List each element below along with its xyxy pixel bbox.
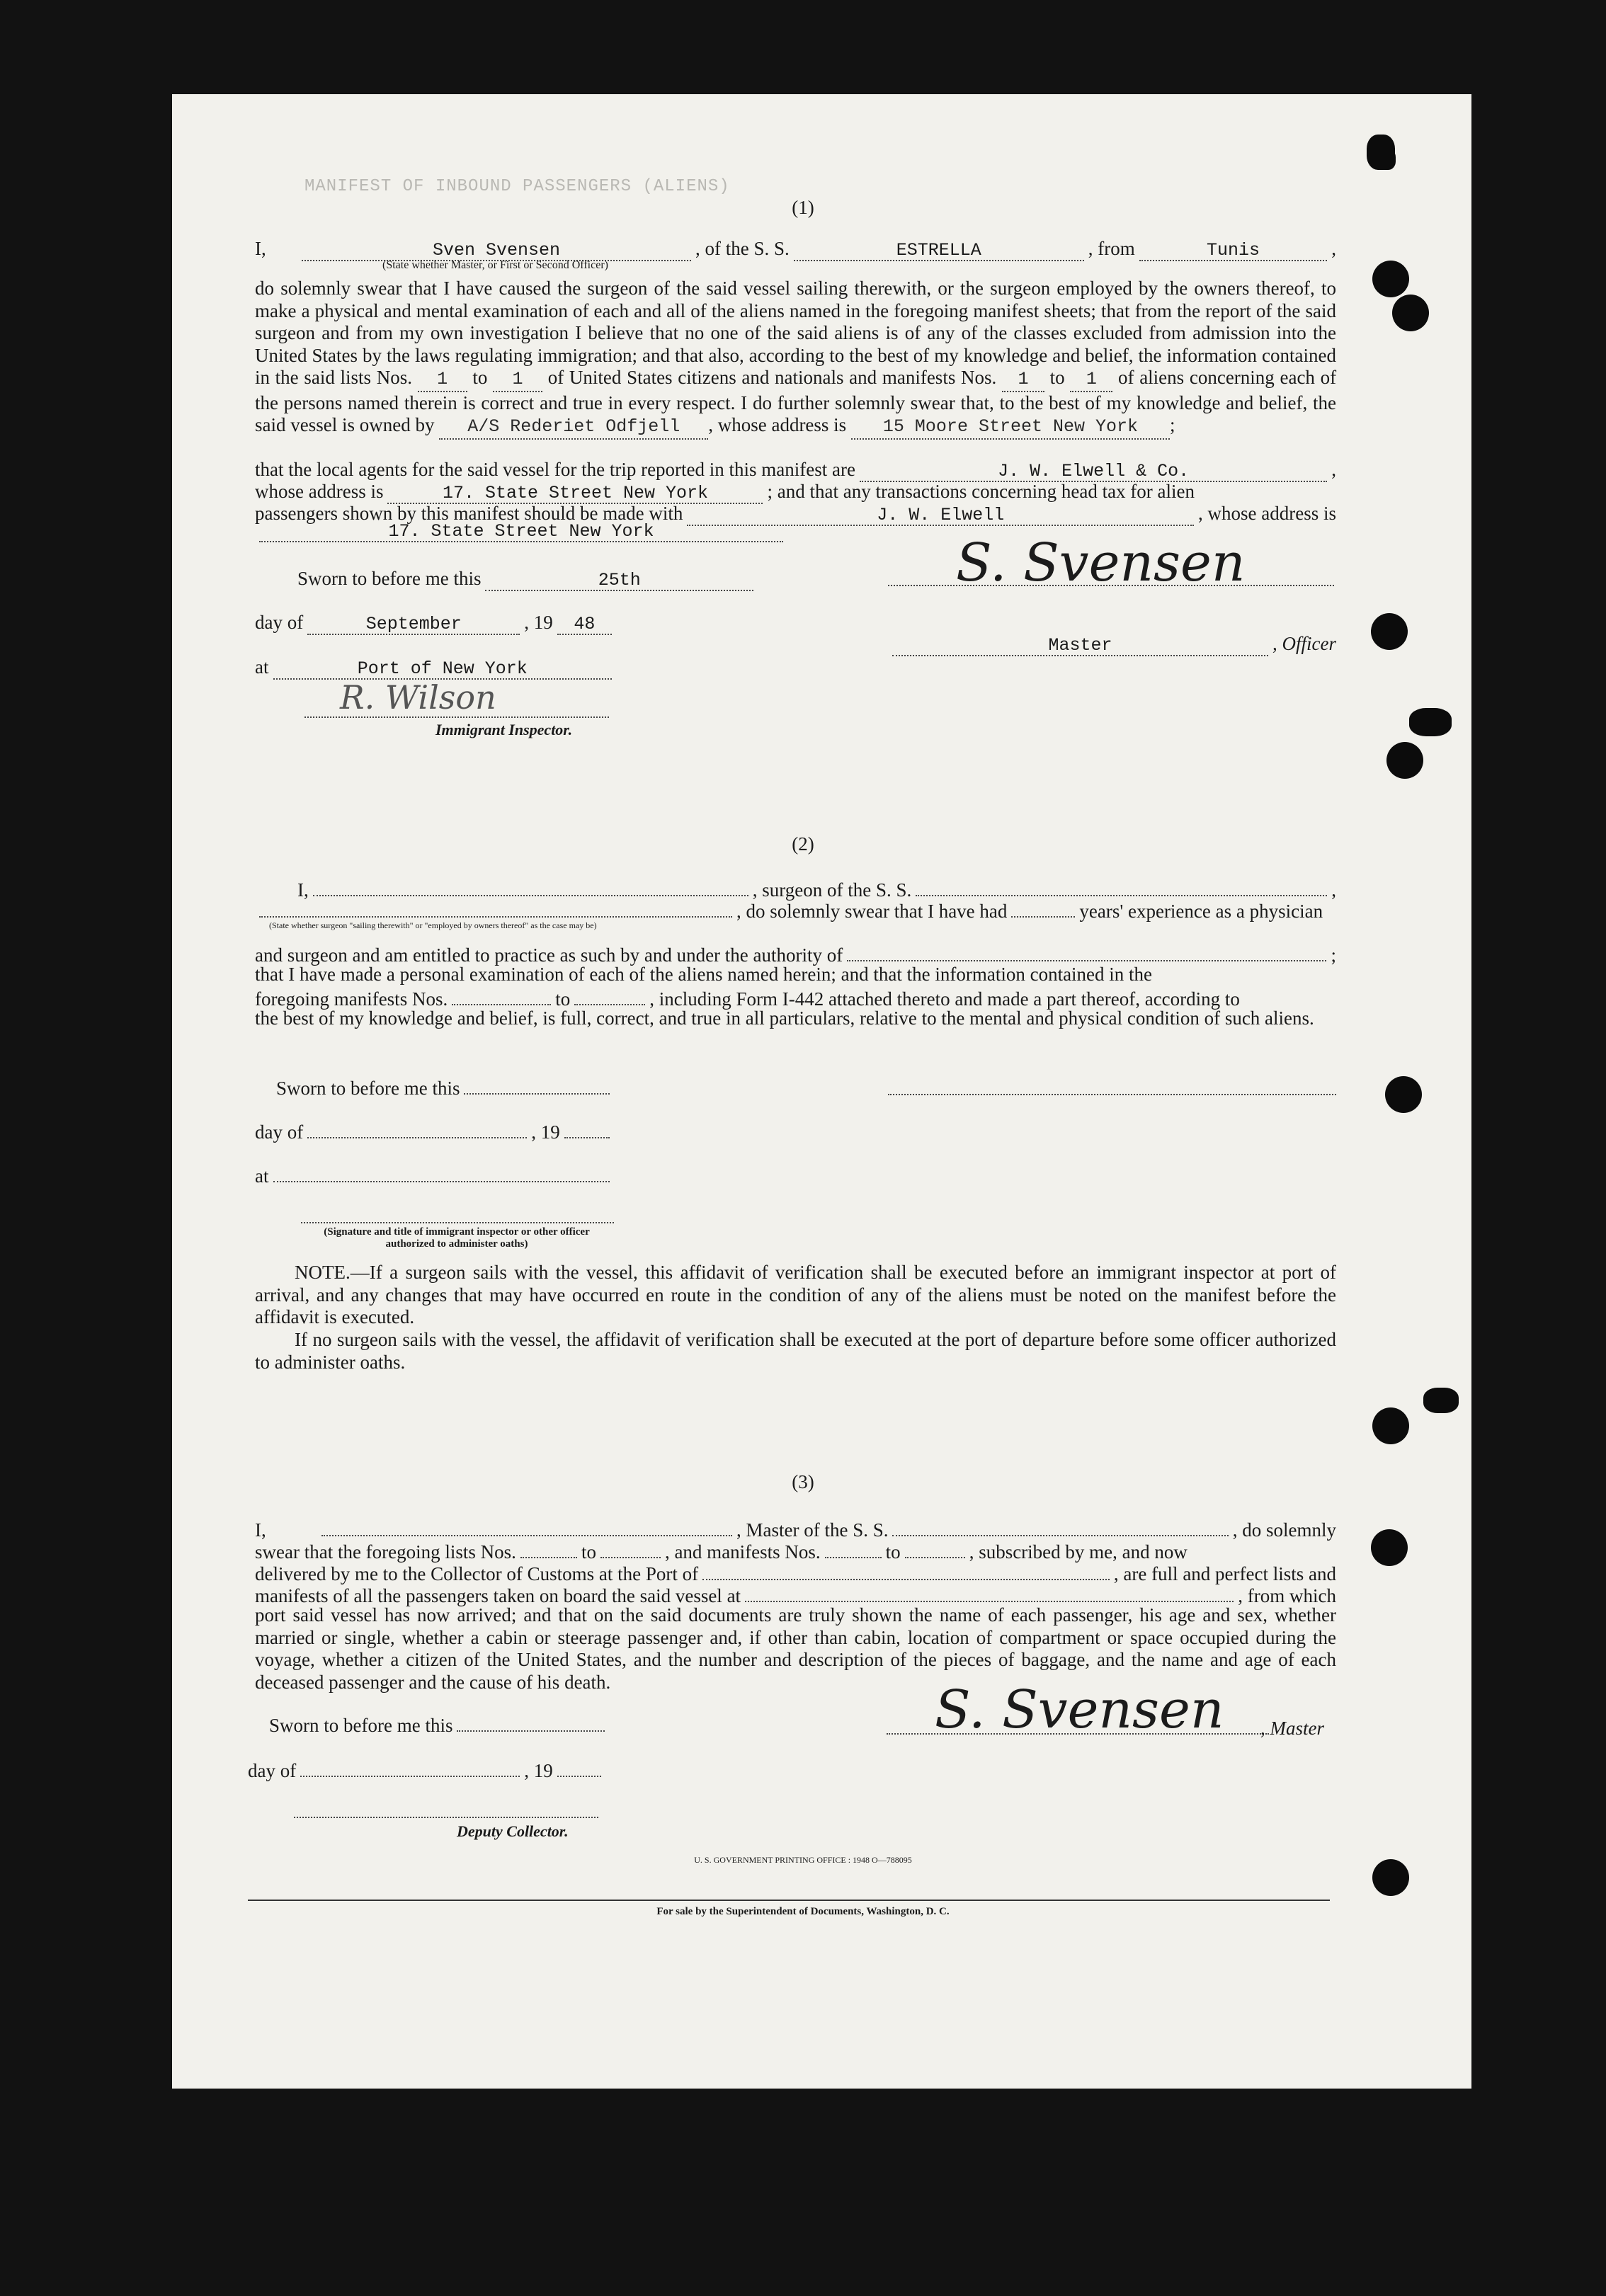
agent-address-field: 17. State Street New York (387, 484, 763, 504)
s3-day-line (248, 1757, 605, 1783)
s1-whose-address-2: whose address is (255, 481, 384, 502)
tax-agent-field: J. W. Elwell (687, 506, 1194, 526)
s3-delivered: delivered by me to the Collector of Customs at the Port of (255, 1563, 699, 1584)
s3-manifests-all: manifests of all the passengers taken on board the said vessel at (255, 1585, 741, 1606)
s3-year-field (557, 1757, 601, 1777)
sworn-day-field: 25th (485, 571, 753, 591)
sworn-year-field: 48 (557, 615, 612, 635)
s3-to-2: to (885, 1541, 901, 1563)
s3-signature-line (887, 1733, 1269, 1735)
s1-i: I, (255, 238, 266, 259)
s3-do-solemnly: , do solemnly (1232, 1519, 1336, 1541)
s2-comma: , (1331, 879, 1336, 901)
years-experience-field (1011, 898, 1075, 918)
s2-inspector-line (301, 1222, 614, 1223)
punch-hole (1385, 1076, 1422, 1113)
s3-sworn-line (269, 1712, 609, 1737)
note-label: NOTE. (295, 1262, 351, 1283)
s3-from-which: , from which (1238, 1585, 1336, 1606)
punch-hole (1372, 261, 1409, 297)
s1-comma-2: , (1331, 459, 1336, 480)
s3-manifests-to-field (905, 1538, 965, 1558)
section-2-number: (2) (792, 833, 814, 855)
faint-header: MANIFEST OF INBOUND PASSENGERS (ALIENS) (304, 177, 730, 196)
s3-i: I, (255, 1519, 266, 1541)
s1-day-of: day of (255, 612, 304, 633)
s2-at: at (255, 1165, 269, 1187)
s3-lists-to-field (600, 1538, 661, 1558)
authority-field (847, 942, 1326, 961)
manifests-to-field: 1 (1070, 368, 1112, 392)
s2-year-pre: , 19 (531, 1121, 560, 1143)
s2-line-2 (255, 898, 1336, 923)
s2-note-paragraph-2 (255, 1329, 1336, 1373)
master-name-field: Sven Svensen (302, 241, 691, 261)
lists-to-field: 1 (493, 368, 542, 392)
sworn-month-field: September (307, 615, 520, 635)
s1-citizens-text: of United States citizens and nationals and manifests Nos. (547, 367, 997, 388)
surgeon-name-field (313, 876, 748, 896)
s2-to: to (555, 988, 571, 1010)
s1-day-line (255, 610, 616, 635)
s1-at-line (255, 655, 616, 680)
s1-whose-address-3: , whose address is (1198, 503, 1336, 524)
s1-sworn-line (297, 566, 758, 591)
edge-tear (1423, 1388, 1459, 1413)
punch-hole (1371, 1529, 1408, 1566)
s2-authority-text: and surgeon and am entitled to practice as such by and under the authority of (255, 944, 843, 966)
s2-at-line (255, 1163, 614, 1188)
printer-imprint: U. S. GOVERNMENT PRINTING OFFICE : 1948 O—788095 (694, 1855, 912, 1865)
s1-officer-line (888, 632, 1336, 656)
s2-manifest-to-field (574, 986, 645, 1005)
master-signature: S. Svensen (956, 532, 1246, 593)
s3-swear-lists: swear that the foregoing lists Nos. (255, 1541, 516, 1563)
s3-boarding-port-field (745, 1582, 1234, 1602)
s1-to-2: to (1049, 367, 1065, 388)
s2-semicolon: ; (1331, 944, 1336, 966)
s3-sworn-day-field (457, 1712, 605, 1732)
s2-surgeon-of: , surgeon of the S. S. (752, 879, 912, 901)
s1-agents-text: that the local agents for the said vessel for the trip reported in this manifest are (255, 459, 855, 480)
agents-field: J. W. Elwell & Co. (860, 462, 1327, 482)
deputy-collector-label: Deputy Collector. (457, 1822, 569, 1840)
punch-hole (1386, 742, 1423, 779)
s3-master-name-field (321, 1517, 732, 1536)
s2-year-field (564, 1119, 610, 1138)
s3-port-field (702, 1560, 1110, 1580)
s2-foregoing: foregoing manifests Nos. (255, 988, 448, 1010)
s3-lists-from-field (520, 1538, 577, 1558)
s1-of-ss: , of the S. S. (695, 238, 790, 259)
s3-manifests-from-field (825, 1538, 882, 1558)
inspector-signature-line (304, 716, 609, 718)
s2-day-line (255, 1119, 614, 1144)
s3-and-manifests: , and manifests Nos. (664, 1541, 821, 1563)
owner-address-field: 15 Moore Street New York (851, 416, 1170, 440)
s2-years: years' experience as a physician (1079, 901, 1323, 922)
s2-signature-note: (Signature and title of immigrant inspector or other officer authorized to administer oaths) (324, 1226, 590, 1250)
s1-sworn-text: Sworn to before me this (297, 568, 482, 589)
s3-master-label: , Master (1260, 1718, 1324, 1739)
s1-year-pre: , 19 (524, 612, 553, 633)
master-title-note: (State whether Master, or First or Second Officer) (382, 259, 608, 271)
manifests-from-field: 1 (1002, 368, 1044, 392)
s2-note-paragraph (255, 1262, 1336, 1329)
vessel-name-field: ESTRELLA (794, 241, 1084, 261)
s1-oath-paragraph (255, 278, 1336, 440)
s2-swear: , do solemnly swear that I have had (736, 901, 1008, 922)
s2-i: I, (297, 879, 309, 901)
lists-from-field: 1 (418, 368, 467, 392)
s2-sworn-text: Sworn to before me this (276, 1078, 460, 1099)
s2-manifest-from-field (452, 986, 551, 1005)
s3-sworn-text: Sworn to before me this (269, 1715, 453, 1736)
s1-ownership-text: of aliens concerning each of the persons named therein is correct and true in every respect. I do further solemnly swear that, to the best of my knowledge and belief, the said vessel is owned by (255, 367, 1337, 435)
punch-hole (1372, 1407, 1409, 1444)
s1-from: , from (1088, 238, 1135, 259)
s2-sworn-day-field (464, 1075, 610, 1095)
inspector-signature: R. Wilson (340, 678, 496, 716)
surgeon-type-note: (State whether surgeon "sailing therewith" or "employed by owners thereof" as the case may be) (269, 920, 597, 930)
s1-agent-address-line (255, 479, 1336, 504)
s2-day-of: day of (255, 1121, 304, 1143)
s1-whose-address: , whose address is (708, 414, 847, 435)
footer-text: For sale by the Superintendent of Documents, Washington, D. C. (656, 1906, 950, 1917)
s3-are-full: , are full and perfect lists and (1113, 1563, 1336, 1584)
s2-including: , including Form I-442 attached thereto and made a part thereof, according to (649, 988, 1240, 1010)
s2-examination-text: that I have made a personal examination of each of the aliens named herein; and that the information contained in the (255, 964, 1153, 985)
s1-tax-text: ; and that any transactions concerning head tax for alien (767, 481, 1195, 502)
s3-subscribed: , subscribed by me, and now (969, 1541, 1188, 1563)
section-3-number: (3) (792, 1471, 814, 1492)
note-text: —If a surgeon sails with the vessel, this affidavit of verification shall be executed before an immigrant inspector at port of arrival, and any changes that may have occurred en route in the condition of any of the aliens must be noted on the manifest before the affidavit is executed. (255, 1262, 1336, 1327)
s3-vessel-field (892, 1517, 1228, 1536)
deputy-signature-line (294, 1817, 598, 1818)
departure-port-field: Tunis (1139, 241, 1328, 261)
edge-tear (1409, 708, 1452, 736)
s1-comma: , (1331, 238, 1336, 259)
s3-master-of: , Master of the S. S. (736, 1519, 889, 1541)
s1-oath-text: do solemnly swear that I have caused the surgeon of the said vessel sailing therewith, or the surgeon employed by the owners thereof, to make a physical and mental examination of each and all of the aliens named in the foregoing manifest sheets; that from the report of the said surgeon and from my own investigation I believe that no one of the said aliens is of any of the classes excluded from admission into the United States by the laws regulating immigration; and that also, according to the best of my knowledge and belief, the information contained in the said lists Nos. (255, 278, 1336, 388)
surgeon-vessel-field (916, 876, 1327, 896)
edge-tear (1377, 149, 1396, 170)
s3-master-signature: S. Svensen (935, 1679, 1224, 1740)
officer-label: , Officer (1272, 633, 1336, 654)
footer-rule (248, 1900, 1330, 1901)
s3-month-field (300, 1757, 520, 1777)
sworn-place-field: Port of New York (273, 660, 613, 680)
inspector-label: Immigrant Inspector. (435, 721, 573, 738)
note-text-2: If no surgeon sails with the vessel, the affidavit of verification shall be executed at the port of departure before some officer authorized to administer oaths. (255, 1329, 1336, 1373)
s2-belief-text: the best of my knowledge and belief, is full, correct, and true in all particulars, relative to the mental and physical condition of such aliens. (255, 1007, 1314, 1029)
s2-sworn-line (276, 1075, 614, 1100)
s1-at: at (255, 656, 269, 678)
s1-semicolon: ; (1169, 414, 1175, 435)
s2-month-field (307, 1119, 527, 1138)
owner-field: A/S Rederiet Odfjell (439, 416, 708, 440)
tax-address-field: 17. State Street New York (259, 522, 783, 542)
section-1-number: (1) (792, 197, 814, 218)
s2-signature-line (888, 1094, 1336, 1095)
officer-title-field: Master (892, 636, 1268, 656)
s3-to: to (581, 1541, 596, 1563)
s1-agents-line (255, 457, 1336, 482)
punch-hole (1371, 613, 1408, 650)
s1-to: to (472, 367, 488, 388)
s3-year-pre: , 19 (524, 1760, 553, 1781)
punch-hole (1392, 295, 1429, 331)
master-signature-line (888, 585, 1334, 586)
s3-day-of: day of (248, 1760, 297, 1781)
s2-place-field (273, 1163, 610, 1182)
surgeon-type-field (259, 898, 732, 918)
s3-body-text: port said vessel has now arrived; and that on the said documents are truly shown the name of each passenger, his age and sex, whether married or single, whether a cabin or steerage passenger and, if other than cabin, location of compartment or space occupied during the voyage, whether a citizen of the United States, and the number and description of the pieces of baggage, and the name and age of each deceased passenger and the cause of his death. (255, 1604, 1336, 1693)
s1-passengers-text: passengers shown by this manifest should be made with (255, 503, 683, 524)
s1-line-1 (255, 236, 1336, 261)
